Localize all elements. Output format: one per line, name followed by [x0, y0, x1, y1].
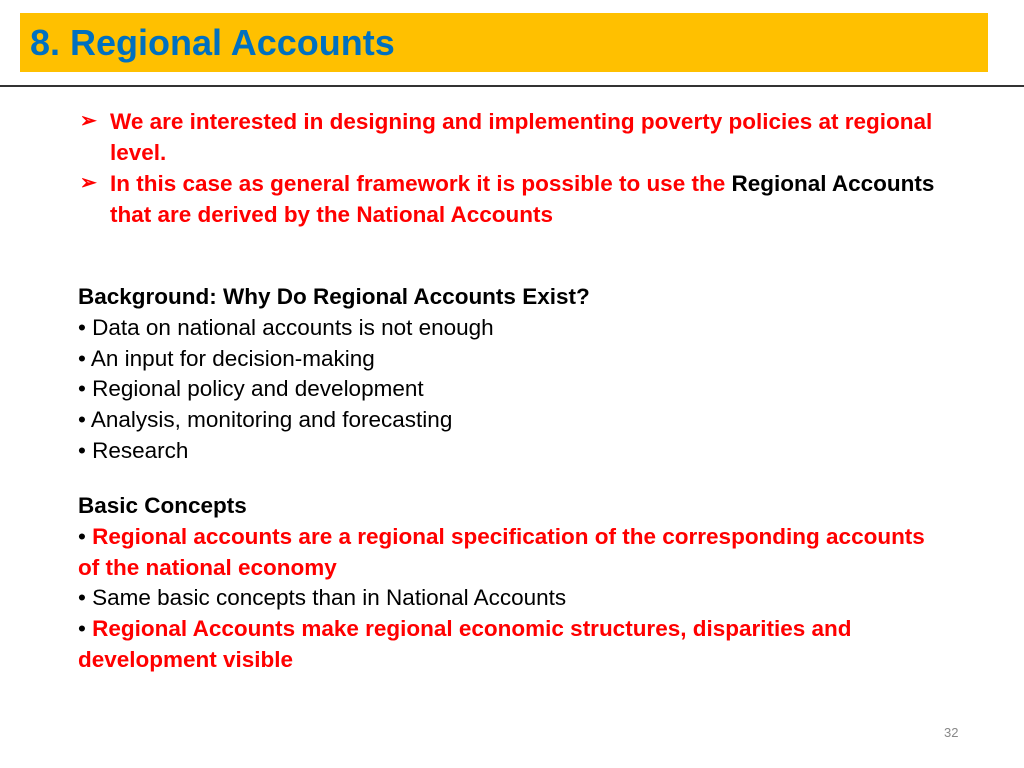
intro-text-highlight: Regional Accounts: [731, 171, 935, 196]
list-item: • Regional policy and development: [78, 376, 424, 402]
list-item: • Data on national accounts is not enough: [78, 314, 494, 340]
arrow-bullet-icon: ➢: [80, 110, 97, 132]
item-text: Same basic concepts than in National Accounts: [92, 585, 567, 611]
intro-text: In this case as general framework it is possible to use the: [110, 171, 732, 196]
intro-item: [80, 168, 950, 230]
list-item: • Research: [78, 437, 189, 463]
item-text: Regional Accounts make regional economic structures, disparities and development visible: [78, 616, 852, 672]
divider: [0, 85, 1024, 87]
item-text: Research: [92, 437, 189, 463]
intro-item: [80, 106, 950, 168]
list-item: • Regional accounts are a regional specification of the corresponding accounts of the national economy: [78, 523, 925, 580]
intro-text: that are derived by the National Accounts: [110, 202, 554, 227]
slide-title: 8. Regional Accounts: [30, 22, 395, 63]
background-heading: Background: Why Do Regional Accounts Exist?: [78, 284, 590, 309]
intro-list: [80, 106, 950, 230]
page-number: 32: [944, 725, 959, 740]
concepts-heading: Basic Concepts: [78, 493, 247, 518]
list-item: • An input for decision-making: [78, 345, 375, 371]
item-text: An input for decision-making: [90, 345, 375, 371]
title-bar: [20, 13, 988, 72]
concepts-section: [78, 491, 938, 676]
list-item: • Same basic concepts than in National Accounts: [78, 585, 567, 611]
arrow-bullet-icon: ➢: [80, 172, 97, 194]
item-text: Analysis, monitoring and forecasting: [90, 407, 453, 433]
item-text: Data on national accounts is not enough: [92, 314, 494, 340]
list-item: • Analysis, monitoring and forecasting: [78, 407, 453, 433]
background-section: [78, 282, 978, 467]
intro-text: We are interested in designing and implementing poverty policies at regional level.: [110, 109, 933, 165]
item-text: Regional accounts are a regional specification of the corresponding accounts of the national economy: [78, 523, 925, 580]
list-item: • Regional Accounts make regional economic structures, disparities and development visible: [78, 616, 852, 672]
item-text: Regional policy and development: [92, 376, 424, 402]
